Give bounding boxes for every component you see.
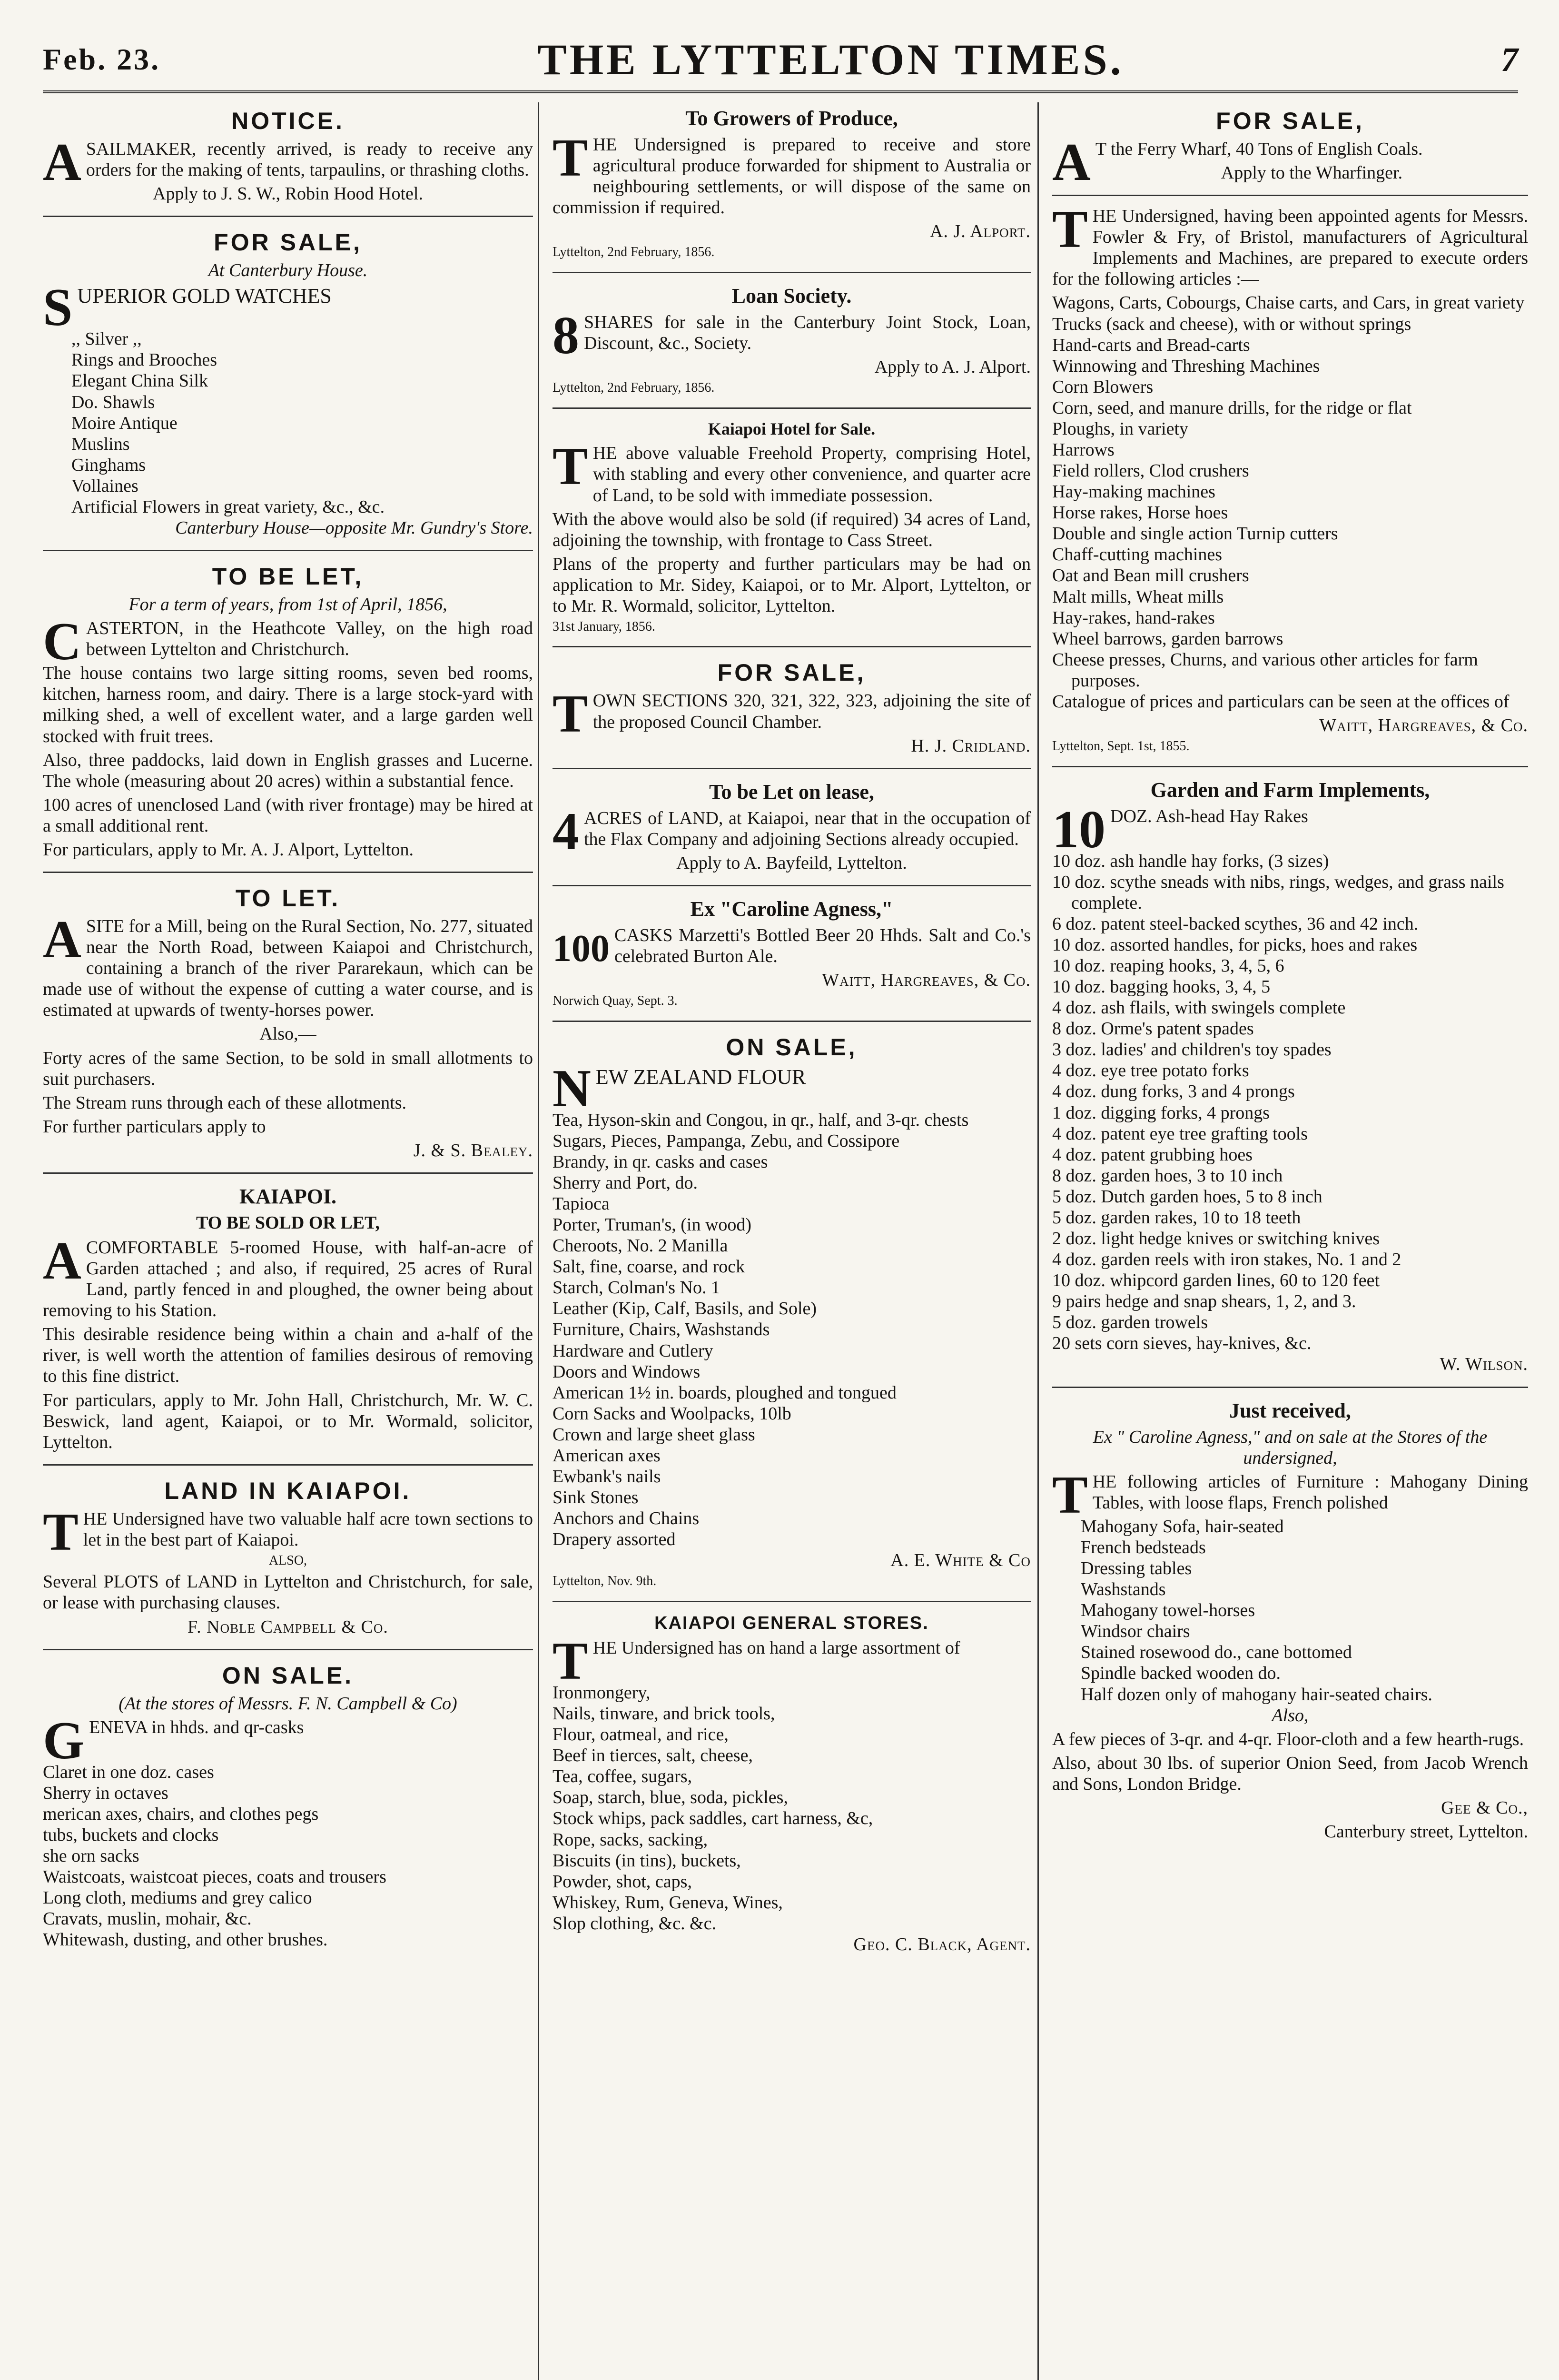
list-item: Trucks (sack and cheese), with or without springs — [1052, 314, 1411, 334]
list-item: Brandy, in qr. casks and cases — [553, 1151, 768, 1172]
ad-paragraph: With the above would also be sold (if required) 34 acres of Land, adjoining the township, with frontage to Cass Street. — [553, 509, 1031, 550]
list-item: 4 doz. patent eye tree grafting tools — [1052, 1123, 1308, 1144]
ad-lead: THE above valuable Freehold Property, comprising Hotel, with stabling and every other convenience, and quarter acre of Land, to be sold with immediate possession. — [553, 437, 1031, 506]
column-2 — [538, 102, 1031, 2380]
list-item: 4 doz. patent grubbing hoes — [1052, 1144, 1253, 1165]
ad-paragraph: Forty acres of the same Section, to be sold in small allotments to suit purchasers. — [43, 1048, 533, 1089]
list-item: 5 doz. garden rakes, 10 to 18 teeth — [1052, 1207, 1301, 1228]
ad-on-sale-geneva — [43, 1657, 533, 1959]
list-item: Elegant China Silk — [71, 371, 208, 391]
newspaper-title: THE LYTTELTON TIMES. — [537, 35, 1124, 84]
drop-cap: T — [1052, 200, 1088, 259]
drop-cap: C — [43, 612, 81, 672]
list-item: Tea, coffee, sugars, — [553, 1766, 692, 1787]
list-item: Salt, fine, coarse, and rock — [553, 1257, 745, 1277]
ad-to-let-mill — [43, 880, 533, 1174]
column-1 — [43, 102, 533, 2380]
ad-date: Lyttelton, Nov. 9th. — [553, 1574, 657, 1589]
list-item: 10 doz. whipcord garden lines, 60 to 120 feet — [1052, 1270, 1380, 1291]
ad-paragraph: Also, about 30 lbs. of superior Onion Seed, from Jacob Wrench and Sons, London Bridge. — [1052, 1753, 1528, 1794]
ad-heading: To be Let on lease, — [709, 780, 874, 803]
drop-cap: A — [43, 1231, 81, 1290]
drop-cap: S — [43, 278, 73, 337]
list-item: 3 doz. ladies' and children's toy spades — [1052, 1040, 1332, 1060]
list-item: Mahogany towel-horses — [1081, 1600, 1255, 1621]
list-item: Oat and Bean mill crushers — [1052, 565, 1249, 586]
list-item: 5 doz. garden trowels — [1052, 1312, 1208, 1333]
list-item: Starch, Colman's No. 1 — [553, 1278, 720, 1298]
list-item: 10 doz. ash handle hay forks, (3 sizes) — [1052, 851, 1329, 871]
list-item: 2 doz. light hedge knives or switching knives — [1052, 1229, 1380, 1249]
list-item: tubs, buckets and clocks — [43, 1825, 219, 1845]
ad-growers-produce — [553, 102, 1031, 273]
ad-heading: TO LET. — [235, 885, 341, 912]
ad-heading: FOR SALE, — [214, 229, 362, 256]
list-item: ,, Silver ,, — [71, 329, 142, 349]
item-list — [43, 1762, 533, 1951]
item-list — [1052, 1516, 1528, 1705]
ad-also: Also, — [1272, 1705, 1309, 1726]
item-list — [553, 1682, 1031, 1934]
list-item: Double and single action Turnip cutters — [1052, 524, 1338, 544]
ad-lead: 100 CASKS Marzetti's Bottled Beer 20 Hhds. Salt and Co.'s celebrated Burton Ale. — [553, 925, 1031, 970]
ad-subheading: At Canterbury House. — [208, 260, 368, 281]
ad-lead: TOWN SECTIONS 320, 321, 322, 323, adjoining the site of the proposed Council Chamber. — [553, 684, 1031, 744]
list-item: 20 sets corn sieves, hay-knives, &c. — [1052, 1333, 1312, 1354]
ad-lead: ASITE for a Mill, being on the Rural Section, No. 277, situated near the North Road, between Kaiapoi and Christchurch, containing a branch of the river Pararekaun, which can be made use of without the expense of cutting a water course, and is estimated at upwards of twenty-horses power. — [43, 910, 533, 1021]
ad-lead: CASTERTON, in the Heathcote Valley, on the high road between Lyttelton and Christchurch. — [43, 612, 533, 672]
list-item: Waistcoats, waistcoat pieces, coats and trousers — [43, 1867, 386, 1887]
drop-cap: T — [553, 129, 588, 188]
drop-cap: A — [1052, 133, 1091, 192]
list-item: Hardware and Cutlery — [553, 1340, 713, 1361]
ad-heading: KAIAPOI GENERAL STORES. — [654, 1613, 929, 1633]
ad-kaiapoi-stores — [553, 1609, 1031, 1966]
list-item: 5 doz. Dutch garden hoes, 5 to 8 inch — [1052, 1186, 1322, 1207]
ad-date: Norwich Quay, Sept. 3. — [553, 993, 678, 1009]
list-item: Artificial Flowers in great variety, &c., &c. — [71, 496, 385, 517]
list-item: Biscuits (in tins), buckets, — [553, 1850, 741, 1871]
item-list — [1052, 851, 1528, 1354]
list-item: Sink Stones — [553, 1488, 639, 1508]
item-list — [43, 328, 533, 517]
ad-date: Lyttelton, 2nd February, 1856. — [553, 380, 715, 396]
ad-lead: ACOMFORTABLE 5-roomed House, with half-an-acre of Garden attached ; and also, if required, 25 acres of Rural Land, partly fenced in and ploughed, the owner being about removing to his Station. — [43, 1231, 533, 1321]
list-item: Leather (Kip, Calf, Basils, and Sole) — [553, 1299, 817, 1319]
list-item: merican axes, chairs, and clothes pegs — [43, 1804, 319, 1824]
ad-heading: ON SALE, — [726, 1033, 858, 1061]
ad-heading: Just received, — [1229, 1398, 1351, 1422]
ad-bottled-beer — [553, 893, 1031, 1022]
list-item: Sugars, Pieces, Pampanga, Zebu, and Cossipore — [553, 1130, 900, 1151]
list-item: 4 doz. garden reels with iron stakes, No. 1 and 2 — [1052, 1250, 1401, 1270]
list-item: Wheel barrows, garden barrows — [1052, 628, 1283, 649]
drop-cap: 10 — [1052, 800, 1105, 859]
list-item: Drapery assorted — [553, 1529, 676, 1550]
ad-apply: Apply to A. J. Alport. — [874, 357, 1031, 377]
list-item: Moire Antique — [71, 413, 178, 433]
drop-cap: T — [553, 1631, 588, 1691]
ad-lead: THE Undersigned is prepared to receive and store agricultural produce forwarded for shipment to Australia or neighbouring settlements, or will dispose of the same on commission if required. — [553, 129, 1031, 218]
ad-apply: Apply to A. Bayfeild, Lyttelton. — [676, 853, 907, 873]
list-item: Rings and Brooches — [71, 350, 217, 370]
ad-paragraph: Several PLOTS of LAND in Lyttelton and Christchurch, for sale, or lease with purchasing clauses. — [43, 1572, 533, 1613]
list-item: 4 doz. dung forks, 3 and 4 prongs — [1052, 1081, 1295, 1102]
list-item: 9 pairs hedge and snap shears, 1, 2, and 3. — [1052, 1291, 1356, 1312]
ad-paragraph: For further particulars apply to — [43, 1116, 266, 1137]
list-item: Powder, shot, caps, — [553, 1871, 692, 1892]
list-item: Rope, sacks, sacking, — [553, 1829, 708, 1850]
list-item: Windsor chairs — [1081, 1621, 1190, 1642]
ad-heading: KAIAPOI. — [239, 1184, 337, 1208]
ad-paragraph: For particulars, apply to Mr. John Hall, Christchurch, Mr. W. C. Beswick, land agent, Kaiapoi, or to Mr. Wormald, solicitor, Lyttelton. — [43, 1390, 533, 1452]
ad-body: ASAILMAKER, recently arrived, is ready to receive any orders for the making of tents, tarpaulins, or thrashing cloths. — [43, 133, 533, 192]
drop-cap: 8 — [553, 306, 579, 365]
ad-subheading: Ex " Caroline Agness," and on sale at the Stores of the undersigned, — [1093, 1427, 1488, 1468]
ad-forsale-watches — [43, 224, 533, 551]
list-item: Field rollers, Clod crushers — [1052, 461, 1249, 481]
list-item: Beef in tierces, salt, cheese, — [553, 1745, 753, 1766]
list-item: Cheroots, No. 2 Manilla — [553, 1236, 728, 1256]
ad-lead: SUPERIOR GOLD WATCHES — [43, 278, 332, 337]
drop-cap: N — [553, 1059, 591, 1118]
drop-cap: T — [43, 1502, 79, 1562]
ad-subheading: (At the stores of Messrs. F. N. Campbell & Co) — [118, 1693, 457, 1714]
list-item: American axes — [553, 1445, 661, 1466]
list-item: Nails, tinware, and brick tools, — [553, 1704, 775, 1724]
list-item: she orn sacks — [43, 1846, 139, 1866]
list-item: Spindle backed wooden do. — [1081, 1663, 1281, 1684]
list-item: Chaff-cutting machines — [1052, 545, 1223, 565]
list-item: Horse rakes, Horse hoes — [1052, 503, 1228, 523]
ad-heading: FOR SALE, — [1216, 108, 1364, 134]
list-item: Crown and large sheet glass — [553, 1424, 755, 1445]
list-item: 6 doz. patent steel-backed scythes, 36 and 42 inch. — [1052, 913, 1419, 934]
list-item: Dressing tables — [1081, 1558, 1192, 1579]
drop-cap: T — [1052, 1465, 1088, 1525]
list-item: Hay-rakes, hand-rakes — [1052, 607, 1215, 628]
ad-signature: Gee & Co., — [1441, 1797, 1528, 1818]
ad-apply: Apply to the Wharfinger. — [1221, 163, 1403, 183]
ad-signature: Canterbury House—opposite Mr. Gundry's Store. — [175, 518, 533, 538]
ad-date: Lyttelton, 2nd February, 1856. — [553, 245, 715, 260]
ad-lead: 8 SHARES for sale in the Canterbury Joint Stock, Loan, Discount, &c., Society. — [553, 306, 1031, 365]
list-item: 10 doz. reaping hooks, 3, 4, 5, 6 — [1052, 956, 1284, 976]
drop-cap: 4 — [553, 802, 579, 861]
ad-signature: J. & S. Bealey. — [413, 1140, 533, 1160]
ad-lead: GENEVA in hhds. and qr-casks — [43, 1711, 304, 1770]
ad-paragraph: The Stream runs through each of these allotments. — [43, 1092, 407, 1113]
ad-heading: FOR SALE, — [717, 659, 866, 686]
ad-heading: Kaiapoi Hotel for Sale. — [708, 419, 876, 438]
list-item: Slop clothing, &c. &c. — [553, 1913, 717, 1934]
ad-loan-society — [553, 280, 1031, 409]
ad-signature: A. E. White & Co — [890, 1550, 1031, 1571]
ad-land-kaiapoi — [43, 1472, 533, 1650]
list-item: Stock whips, pack saddles, cart harness, &c, — [553, 1808, 873, 1829]
ad-english-coals — [1052, 102, 1528, 196]
ad-lead: THE following articles of Furniture : Mahogany Dining Tables, with loose flaps, French polished — [1052, 1465, 1528, 1525]
ad-also: Also,— — [259, 1024, 316, 1044]
list-item: Ploughs, in variety — [1052, 418, 1189, 439]
ad-lead: THE Undersigned have two valuable half acre town sections to let in the best part of Kaiapoi. — [43, 1502, 533, 1562]
list-item: Stained rosewood do., cane bottomed — [1081, 1642, 1352, 1663]
list-item: Tapioca — [553, 1194, 610, 1214]
drop-cap: A — [43, 910, 81, 970]
list-item: Wagons, Carts, Cobourgs, Chaise carts, and Cars, in great variety — [1052, 293, 1525, 313]
list-item: Cheese presses, Churns, and various other articles for farm purposes. — [1052, 649, 1478, 691]
drop-cap: T — [553, 437, 588, 496]
drop-cap: G — [43, 1711, 85, 1770]
list-item: Tea, Hyson-skin and Congou, in qr., half, and 3-qr. chests — [553, 1110, 969, 1130]
list-item: Sherry in octaves — [43, 1783, 168, 1803]
ad-paragraph: A few pieces of 3-qr. and 4-qr. Floor-cloth and a few hearth-rugs. — [1052, 1729, 1524, 1749]
item-list — [553, 1110, 1031, 1550]
ad-paragraph: Catalogue of prices and particulars can be seen at the offices of — [1052, 691, 1510, 712]
ad-paragraph: Also, three paddocks, laid down in English grasses and Lucerne. The whole (measuring about 20 acres) within a substantial fence. — [43, 750, 533, 791]
list-item: Harrows — [1052, 440, 1115, 460]
ad-also: ALSO, — [268, 1553, 307, 1568]
list-item: Ewbank's nails — [553, 1467, 661, 1487]
ad-date: Lyttelton, Sept. 1st, 1855. — [1052, 739, 1190, 754]
list-item: 4 doz. ash flails, with swingels complete — [1052, 998, 1346, 1018]
list-item: Washstands — [1081, 1579, 1166, 1600]
list-item: Claret in one doz. cases — [43, 1762, 214, 1782]
ad-signature: A. J. Alport. — [930, 221, 1031, 242]
item-list — [1052, 292, 1528, 691]
list-item: Doors and Windows — [553, 1361, 701, 1382]
list-item: 4 doz. eye tree potato forks — [1052, 1061, 1249, 1081]
ad-subheading: For a term of years, from 1st of April, 1856, — [128, 595, 447, 615]
ad-signature: H. J. Cridland. — [911, 735, 1031, 756]
ad-heading: NOTICE. — [231, 108, 345, 134]
ad-signature: W. Wilson. — [1440, 1354, 1528, 1375]
list-item: Ginghams — [71, 455, 146, 475]
masthead — [43, 29, 1518, 93]
list-item: Whiskey, Rum, Geneva, Wines, — [553, 1892, 783, 1913]
list-item: Whitewash, dusting, and other brushes. — [43, 1930, 328, 1950]
ad-lead: THE Undersigned, having been appointed agents for Messrs. Fowler & Fry, of Bristol, manufacturers of Agricultural Implements and Machines, are prepared to execute orders for the following articles :— — [1052, 200, 1528, 289]
ad-heading: ON SALE. — [222, 1662, 354, 1689]
ad-address: Canterbury street, Lyttelton. — [1324, 1822, 1528, 1842]
list-item: 10 doz. scythe sneads with nibs, rings, wedges, and grass nails complete. — [1052, 872, 1504, 913]
ad-furniture — [1052, 1395, 1528, 1854]
list-item: Mahogany Sofa, hair-seated — [1081, 1516, 1284, 1537]
ad-heading: Garden and Farm Implements, — [1150, 778, 1430, 802]
list-item: American 1½ in. boards, ploughed and tongued — [553, 1382, 897, 1403]
ad-subheading: TO BE SOLD OR LET, — [196, 1212, 380, 1233]
ad-lead: 4 ACRES of LAND, at Kaiapoi, near that in the occupation of the Flax Company and adjoining Sections already occupied. — [553, 802, 1031, 861]
ad-heading: TO BE LET, — [212, 563, 364, 590]
ad-paragraph: For particulars, apply to Mr. A. J. Alport, Lyttelton. — [43, 839, 414, 860]
page-number: 7 — [1500, 40, 1518, 79]
ad-paragraph: Plans of the property and further particulars may be had on application to Mr. Sidey, Kaiapoi, or to Mr. Alport, Lyttelton, or to Mr. R. Wormald, solicitor, Lyttelton. — [553, 554, 1031, 616]
ad-paragraph: This desirable residence being within a chain and a-half of the river, is well worth the attention of families desirous of removing to this fine district. — [43, 1324, 533, 1387]
list-item: Half dozen only of mahogany hair-seated chairs. — [1081, 1684, 1432, 1705]
ad-heading: Ex "Caroline Agness," — [690, 897, 893, 921]
ad-lead: A T the Ferry Wharf, 40 Tons of English Coals. — [1052, 133, 1423, 192]
ad-nz-flour — [553, 1029, 1031, 1602]
list-item: Corn Sacks and Woolpacks, 10lb — [553, 1403, 791, 1424]
ad-paragraph: The house contains two large sitting rooms, seven bed rooms, kitchen, harness room, and dairy. There is a large stock-yard with milking shed, a well of excellent water, and a large garden well stocked with fruit trees. — [43, 663, 533, 746]
ad-heading: Loan Society. — [731, 284, 852, 307]
ad-heading: To Growers of Produce, — [685, 107, 898, 130]
ad-paragraph: 100 acres of unenclosed Land (with river frontage) may be hired at a small additional rent. — [43, 794, 533, 836]
ad-signature: F. Noble Campbell & Co. — [187, 1616, 388, 1637]
ad-kaiapoi-house — [43, 1180, 533, 1466]
ad-apply: Apply to J. S. W., Robin Hood Hotel. — [153, 184, 423, 204]
list-item: Sherry and Port, do. — [553, 1172, 698, 1193]
ad-lead: THE Undersigned has on hand a large assortment of — [553, 1631, 960, 1691]
ad-signature: Waitt, Hargreaves, & Co. — [1319, 715, 1528, 736]
list-item: 8 doz. garden hoes, 3 to 10 inch — [1052, 1165, 1283, 1186]
list-item: Do. Shawls — [71, 392, 155, 412]
ad-lead: NEW ZEALAND FLOUR — [553, 1059, 806, 1118]
drop-cap: 100 — [553, 928, 610, 970]
list-item: 1 doz. digging forks, 4 prongs — [1052, 1102, 1270, 1123]
list-item: Ironmongery, — [553, 1682, 651, 1703]
list-item: Porter, Truman's, (in wood) — [553, 1215, 752, 1235]
ad-garden-implements — [1052, 774, 1528, 1388]
ad-lead: 10 DOZ. Ash-head Hay Rakes — [1052, 800, 1308, 859]
list-item: Anchors and Chains — [553, 1508, 700, 1529]
ad-signature: Waitt, Hargreaves, & Co. — [822, 970, 1031, 991]
ad-signature: Geo. C. Black, Agent. — [853, 1934, 1031, 1954]
list-item: 8 doz. Orme's patent spades — [1052, 1019, 1254, 1039]
list-item: Furniture, Chairs, Washstands — [553, 1319, 770, 1340]
list-item: Corn Blowers — [1052, 377, 1154, 397]
list-item: Hay-making machines — [1052, 482, 1215, 502]
ad-lease-land — [553, 776, 1031, 886]
ad-town-sections — [553, 654, 1031, 769]
column-3 — [1037, 102, 1528, 2380]
list-item: 10 doz. assorted handles, for picks, hoes and rakes — [1052, 934, 1418, 955]
ad-date: 31st January, 1856. — [553, 619, 655, 634]
ad-agricultural-implements — [1052, 200, 1528, 767]
list-item: Soap, starch, blue, soda, pickles, — [553, 1787, 788, 1808]
list-item: Hand-carts and Bread-carts — [1052, 335, 1250, 355]
ad-heading: LAND IN KAIAPOI. — [164, 1477, 412, 1504]
list-item: Winnowing and Threshing Machines — [1052, 356, 1320, 376]
list-item: Malt mills, Wheat mills — [1052, 586, 1224, 607]
list-item: Vollaines — [71, 476, 138, 496]
drop-cap: A — [43, 133, 81, 192]
list-item: Cravats, muslin, mohair, &c. — [43, 1909, 252, 1929]
list-item: French bedsteads — [1081, 1537, 1206, 1557]
ad-kaiapoi-hotel — [553, 416, 1031, 648]
issue-date: Feb. 23. — [43, 42, 161, 76]
list-item: Muslins — [71, 434, 130, 454]
list-item: Long cloth, mediums and grey calico — [43, 1888, 312, 1908]
ad-notice — [43, 102, 533, 217]
drop-cap: T — [553, 684, 588, 744]
list-item: Flour, oatmeal, and rice, — [553, 1725, 729, 1745]
list-item: 10 doz. bagging hooks, 3, 4, 5 — [1052, 977, 1271, 997]
list-item: Corn, seed, and manure drills, for the ridge or flat — [1052, 397, 1412, 418]
ad-to-be-let — [43, 558, 533, 873]
